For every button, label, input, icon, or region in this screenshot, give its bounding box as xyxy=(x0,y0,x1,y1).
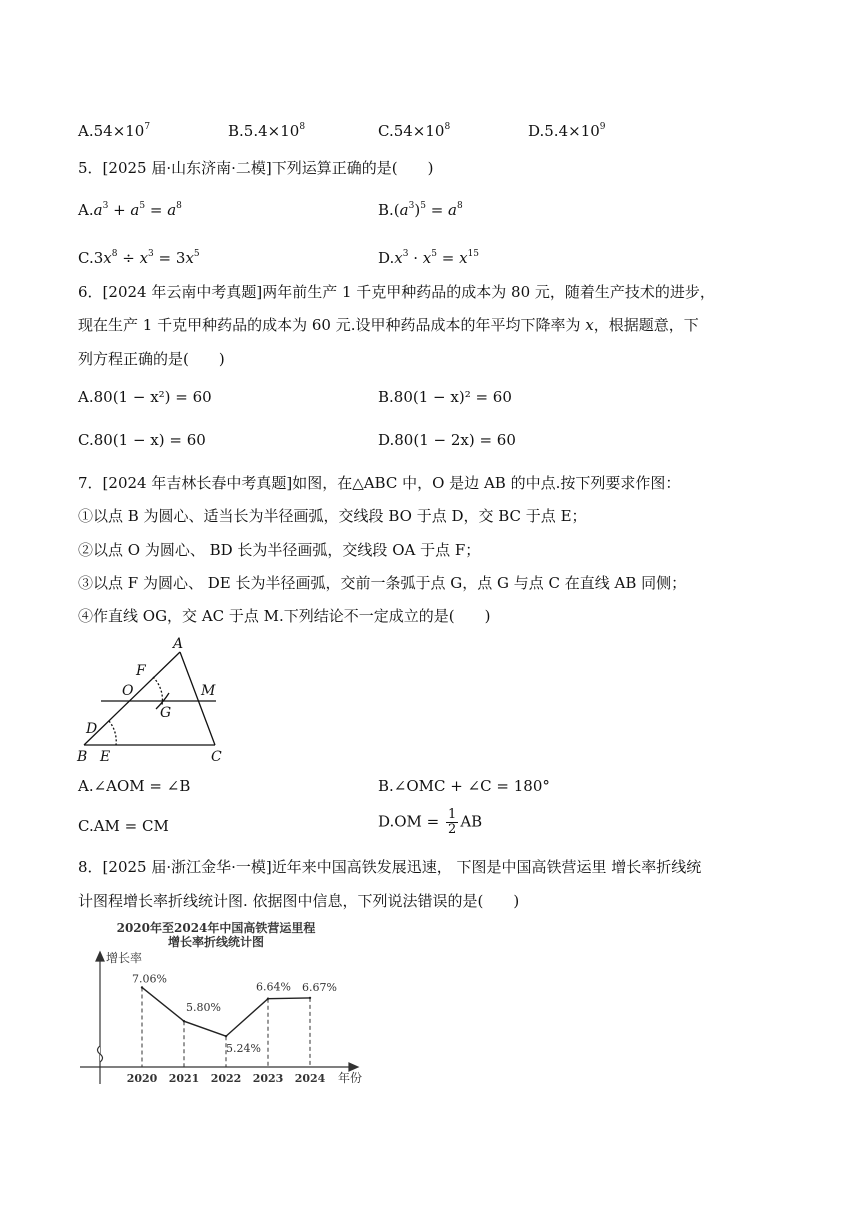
x-tick-label-2024: 2024 xyxy=(294,1072,326,1085)
label-f: F xyxy=(136,663,146,679)
q5-option-a[interactable]: $A.a^3 + a^5 = a^8$ xyxy=(78,201,182,219)
q6-option-b[interactable]: B.80(1 − x)² = 60 xyxy=(378,388,512,406)
label-d: D xyxy=(86,721,98,737)
label-e: E xyxy=(100,749,111,765)
data-label-2020: 7.06% xyxy=(132,972,167,986)
chart-title: 2020年至2024年中国高铁营运里程 xyxy=(116,921,316,935)
label-m: M xyxy=(201,683,216,699)
label-o: O xyxy=(122,683,134,699)
q4-option-d[interactable]: $D.5.4\times 10^9$ xyxy=(528,122,606,140)
q5-stem: 5．[2025 届·山东济南·二模]下列运算正确的是( ) xyxy=(78,159,434,177)
label-c: C xyxy=(211,749,222,765)
y-axis-label: 增长率 xyxy=(106,951,143,965)
data-point-2020 xyxy=(141,986,143,988)
data-label-2021: 5.80% xyxy=(186,1001,221,1015)
label-g: G xyxy=(160,705,172,721)
q5-option-d[interactable]: $D.x^3 \cdot x^5 = x^{15}$ xyxy=(378,249,480,267)
x-tick-label-2021: 2021 xyxy=(168,1072,200,1085)
q5-option-b[interactable]: $B.(a^3)^5 = a^8$ xyxy=(378,201,463,219)
data-point-2023 xyxy=(267,998,269,1000)
label-b: B xyxy=(77,749,88,765)
y-axis-arrow xyxy=(96,952,104,961)
q7-stem: 7．[2024 年吉林长春中考真题]如图，在△ABC 中，O 是边 AB 的中点.按下列要求作图： xyxy=(78,474,681,492)
x-tick-label-2023: 2023 xyxy=(252,1072,284,1085)
x-tick-label-2022: 2022 xyxy=(210,1072,242,1085)
label-a: A xyxy=(173,636,184,652)
x-axis-label: 年份 xyxy=(338,1071,363,1085)
data-point-2024 xyxy=(309,997,311,999)
q6-line-3: 列方程正确的是( ) xyxy=(78,350,225,368)
q6-line-2: 现在生产 1 千克甲种药品的成本为 60 元.设甲种药品成本的年平均下降率为 x，根据题意，下 xyxy=(78,316,699,334)
q5-option-c[interactable]: $C.3x^8 \div x^3 = 3x^5$ xyxy=(78,249,200,267)
q7-option-c[interactable]: C.AM = CM xyxy=(78,817,169,835)
fraction-one-half: $\frac{1}{2}$ xyxy=(448,807,457,837)
q4-option-a[interactable]: $A.54\times 10^7$ xyxy=(78,122,151,140)
data-point-2021 xyxy=(183,1020,185,1022)
q4-option-c[interactable]: $C.54\times 10^8$ xyxy=(378,122,451,140)
q8-line-1: 8．[2025 届·浙江金华·一模]近年来中国高铁发展迅速， 下图是中国高铁营运里 增长率折线统 xyxy=(78,858,702,876)
q8-line-2: 计图程增长率折线统计图. 依据图中信息，下列说法错误的是( ) xyxy=(78,892,520,910)
chart-subtitle: 增长率折线统计图 xyxy=(167,935,265,949)
data-label-2024: 6.67% xyxy=(302,980,337,994)
growth-rate-line-chart xyxy=(76,918,376,1090)
q7-step-3: ③以点 F 为圆心、 DE 长为半径画弧，交前一条弧于点 G，点 G 与点 C 在直线 AB 同侧； xyxy=(78,574,687,592)
q6-option-c[interactable]: C.80(1 − x) = 60 xyxy=(78,431,206,449)
data-label-2022: 5.24% xyxy=(226,1042,261,1056)
x-axis-arrow xyxy=(349,1063,358,1071)
q7-option-a[interactable]: A.∠AOM = ∠B xyxy=(78,777,191,795)
q7-option-b[interactable]: B.∠OMC + ∠C = 180° xyxy=(378,777,550,795)
q7-geometry-figure xyxy=(76,635,236,765)
data-label-2023: 6.64% xyxy=(256,980,291,994)
q4-option-b[interactable]: $B.5.4\times 10^8$ xyxy=(228,122,306,140)
q7-step-1: ①以点 B 为圆心、适当长为半径画弧，交线段 BO 于点 D，交 BC 于点 E； xyxy=(78,507,587,525)
arc-de xyxy=(109,721,116,745)
data-point-2022 xyxy=(225,1035,227,1037)
q6-option-d[interactable]: D.80(1 − 2x) = 60 xyxy=(378,431,516,449)
x-tick-label-2020: 2020 xyxy=(126,1072,158,1085)
q7-step-2: ②以点 O 为圆心、 BD 长为半径画弧，交线段 OA 于点 F； xyxy=(78,541,481,559)
series-line xyxy=(142,987,310,1036)
q6-line-1: 6．[2024 年云南中考真题]两年前生产 1 千克甲种药品的成本为 80 元，随着生产技术的进步， xyxy=(78,283,715,301)
q7-option-d[interactable]: D.OM = $\frac{1}{2}$ AB xyxy=(378,807,483,837)
q6-option-a[interactable]: A.80(1 − x²) = 60 xyxy=(78,388,212,406)
q7-step-4: ④作直线 OG，交 AC 于点 M.下列结论不一定成立的是( ) xyxy=(78,607,491,625)
y-axis-break xyxy=(98,1046,103,1062)
